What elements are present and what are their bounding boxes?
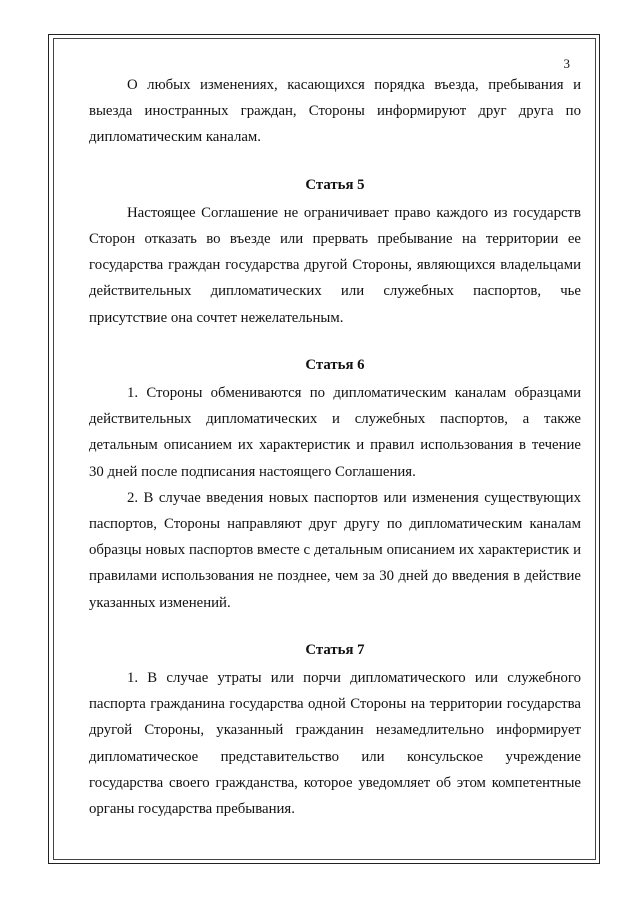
article-5: [89, 172, 581, 331]
article-paragraph: Настоящее Соглашение не ограничивает право каждого из государств Сторон отказать во въезде или прервать пребывание на территории ее государства граждан государства другой Стороны, являющихся владельцами действительных дипломатических или служебных паспортов, чье присутствие она сочтет нежелательным.: [89, 204, 581, 326]
article-paragraph: 1. Стороны обмениваются по дипломатическим каналам образцами действительных дипломатических и служебных паспортов, а также детальным описанием их характеристик и правил использования в течение 30 дней после подписания настоящего Соглашения.: [89, 385, 581, 480]
article-paragraph: 1. В случае утраты или порчи дипломатического или служебного паспорта гражданина государства одной Стороны на территории государства другой Стороны, указанный гражданин незамедлительно информирует дипломатическое представительство или консульское учреждение государства своего гражданства, которое уведомляет об этом компетентные органы государства пребывания.: [89, 670, 581, 818]
article-6: [89, 352, 581, 616]
article-heading: Статья 6: [305, 356, 365, 373]
document-body: [89, 72, 581, 822]
article-heading: Статья 7: [305, 641, 365, 658]
article-paragraph: 2. В случае введения новых паспортов или изменения существующих паспортов, Стороны направляют друг другу по дипломатическим каналам образцы новых паспортов вместе с детальным описанием их характеристик и правилами использования не позднее, чем за 30 дней до введения в действие указанных изменений.: [89, 489, 581, 611]
intro-paragraph: О любых изменениях, касающихся порядка въезда, пребывания и выезда иностранных граждан, Стороны информируют друг друга по дипломатическим каналам.: [89, 77, 581, 146]
article-7: [89, 637, 581, 822]
article-heading: Статья 5: [305, 176, 365, 193]
page-number: 3: [563, 56, 570, 71]
